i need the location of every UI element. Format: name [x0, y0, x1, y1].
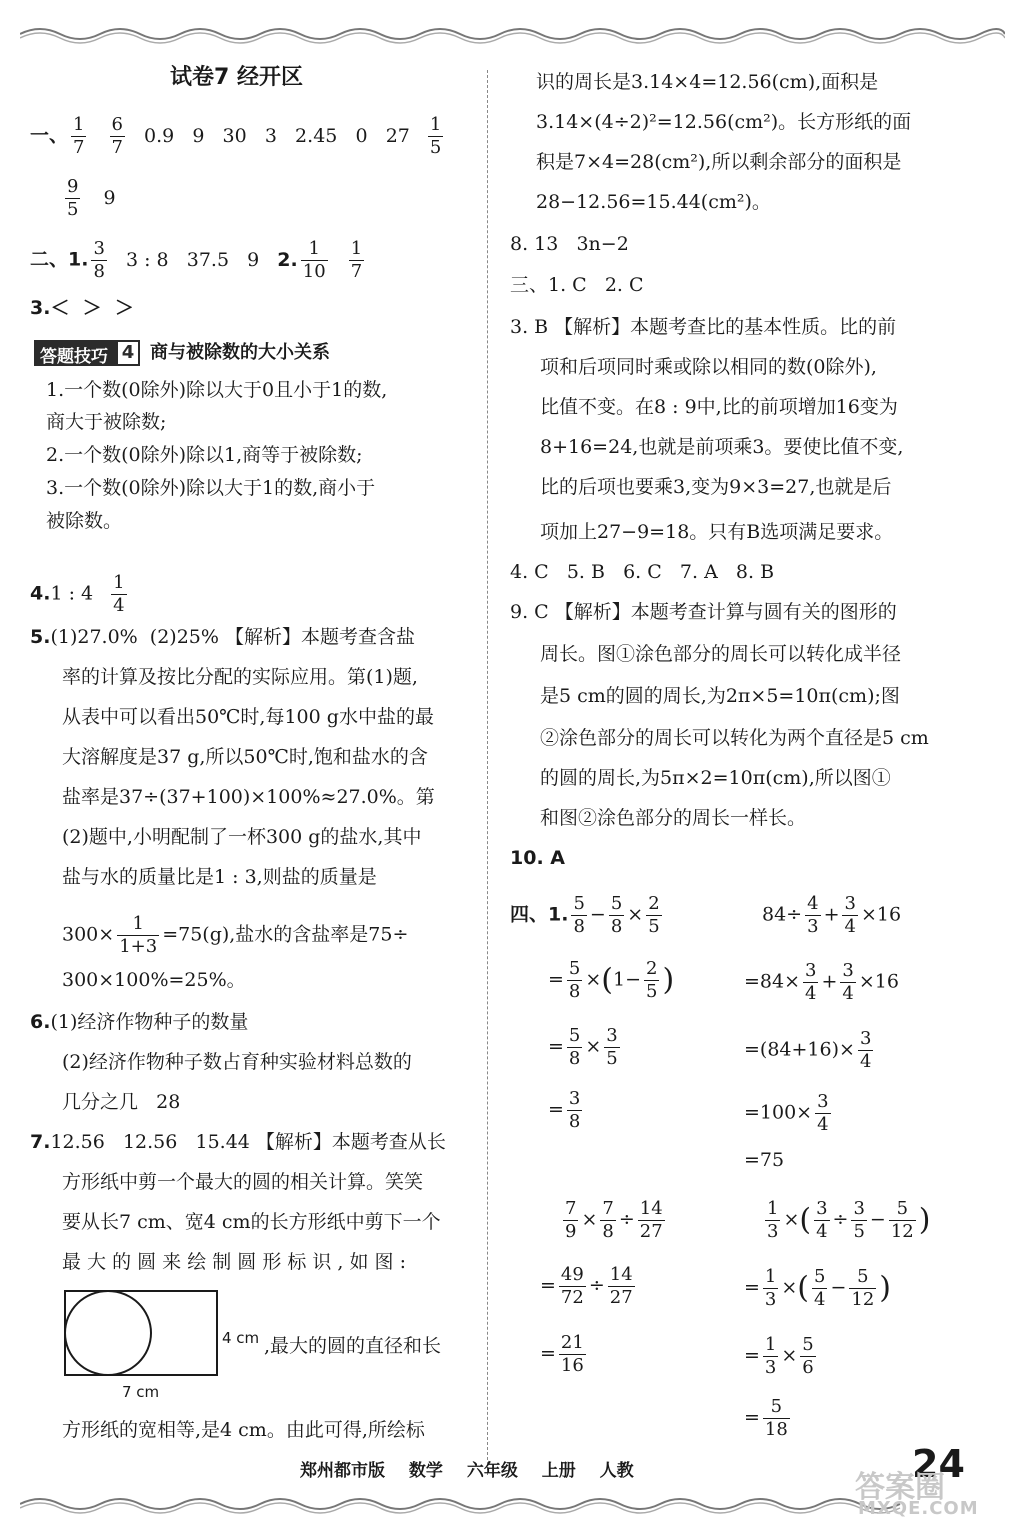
q9-line-5: 的圆的周长,为5π×2=10π(cm),所以图① — [540, 767, 891, 789]
q3b-line-6: 项加上27−9=18。只有B选项满足要求。 — [540, 521, 894, 543]
calc4-row-3: = $\frac{1}{3}$ × $\frac{5}{6}$ — [744, 1334, 814, 1378]
tip-badge: 答题技巧 4 — [34, 340, 140, 366]
calc4-row-1: $\frac{1}{3}$ ×( $\frac{3}{4}$ ÷ $\frac{3}{5}$ − $\frac{5}{12}$ ) — [767, 1198, 931, 1242]
tip-title: 商与被除数的大小关系 — [150, 342, 330, 363]
q5-line-8: 300× $\frac{1}{1+3}$ =75(g),盐水的含盐率是75÷ — [62, 913, 409, 957]
q5-line-3: 从表中可以看出50℃时,每100 g水中盐的最 — [62, 706, 434, 728]
calc4-row-2: = $\frac{1}{3}$ ×( $\frac{5}{4}$ − $\frac{5}{12}$ ) — [744, 1266, 892, 1310]
q3b-line-4: 8+16=24,也就是前项乘3。要使比值不变, — [540, 436, 904, 458]
r-line-3: 积是7×4=28(cm²),所以剩余部分的面积是 — [536, 151, 902, 173]
calc1-row-2: = $\frac{5}{8}$ ×(1− $\frac{2}{5}$ ) — [548, 958, 675, 1002]
calc3-row-1: $\frac{7}{9}$ × $\frac{7}{8}$ ÷ $\frac{14}{27}$ — [565, 1198, 663, 1242]
figure-height-label: 4 cm — [222, 1329, 260, 1347]
page-number: 24 — [912, 1442, 965, 1486]
q9-line-3: 是5 cm的圆的周长,为2π×5=10π(cm);图 — [540, 685, 900, 707]
q3b-line-5: 比的后项也要乘3,变为9×3=27,也就是后 — [540, 476, 892, 498]
watermark-url: MXQE.COM — [858, 1498, 979, 1519]
watermark: 答案圈 — [855, 1470, 945, 1505]
calc1-row-3: = $\frac{5}{8}$ × $\frac{3}{5}$ — [548, 1025, 618, 1069]
r-line-1: 识的周长是3.14×4=12.56(cm),面积是 — [536, 71, 879, 93]
calc2-row-1: 84÷ $\frac{4}{3}$ + $\frac{3}{4}$ ×16 — [762, 893, 902, 937]
q5-line-9: 300×100%=25%。 — [62, 969, 246, 991]
q5-line-4: 大溶解度是37 g,所以50℃时,饱和盐水的含 — [62, 746, 428, 768]
q9-line-1: 9. C 【解析】本题考查计算与圆有关的图形的 — [510, 601, 897, 623]
tip-line-2: 商大于被除数; — [46, 411, 167, 433]
q6-line-2: (2)经济作物种子数占育种实验材料总数的 — [62, 1051, 412, 1073]
q7-line-3: 要从长7 cm、宽4 cm的长方形纸中剪下一个 — [62, 1211, 441, 1233]
top-decorative-border — [20, 22, 1005, 46]
q4-answer: 4.1 : 4 $\frac{1}{4}$ — [30, 572, 125, 616]
q3b-line-1: 3. B 【解析】本题考查比的基本性质。比的前 — [510, 316, 897, 338]
q4-8-answers: 4. C 5. B 6. C 7. A 8. B — [510, 561, 775, 583]
section-3-answers: 三、1. C 2. C — [510, 274, 644, 296]
q3-answer: 3.＜ ＞ ＞ — [30, 297, 134, 319]
calc1-row-4: = $\frac{3}{8}$ — [548, 1088, 581, 1132]
calc2-row-3: =(84+16)× $\frac{3}{4}$ — [744, 1028, 872, 1072]
calc2-row-5: =75 — [744, 1149, 785, 1171]
q6-line-1: 6.(1)经济作物种子的数量 — [30, 1011, 249, 1033]
section-1-answers-cont: $\frac{9}{5}$ 9 — [67, 176, 116, 220]
q10-answer: 10. A — [510, 847, 565, 869]
r-line-2: 3.14×(4÷2)²=12.56(cm²)。长方形纸的面 — [536, 111, 912, 133]
page-title: 试卷7 经开区 — [170, 65, 303, 90]
q5-line-6: (2)题中,小明配制了一杯300 g的盐水,其中 — [62, 826, 422, 848]
tip-line-1: 1.一个数(0除外)除以大于0且小于1的数, — [46, 379, 388, 401]
r-line-4: 28−12.56=15.44(cm²)。 — [536, 191, 771, 213]
calc2-row-2: =84× $\frac{3}{4}$ + $\frac{3}{4}$ ×16 — [744, 960, 899, 1004]
q9-line-4: ②涂色部分的周长可以转化为两个直径是5 cm — [540, 727, 929, 749]
section-1-answers: 一、 $\frac{1}{7}$ $\frac{6}{7}$ 0.9 9 30 3 2.45 0 27 $\frac{1}{5}$ — [30, 114, 442, 158]
calc4-row-4: = $\frac{5}{18}$ — [744, 1396, 788, 1440]
calc1-row-1: 四、1. $\frac{5}{8}$ − $\frac{5}{8}$ × $\frac{2}{5}$ — [510, 893, 660, 937]
q3b-line-3: 比值不变。在8 : 9中,比的前项增加16变为 — [540, 396, 898, 418]
q5-line-7: 盐与水的质量比是1 : 3,则盐的质量是 — [62, 866, 377, 888]
q9-line-6: 和图②涂色部分的周长一样长。 — [540, 807, 807, 829]
q5-line-5: 盐率是37÷(37+100)×100%≈27.0%。第 — [62, 786, 435, 808]
q7-line-5: ,最大的圆的直径和长 — [264, 1335, 442, 1357]
q6-line-3: 几分之几 28 — [62, 1091, 181, 1113]
section-2-answers: 二、1. $\frac{3}{8}$ 3 : 8 37.5 9 2. $\frac{1}{10}$ $\frac{1}{7}$ — [30, 238, 363, 282]
calc2-row-4: =100× $\frac{3}{4}$ — [744, 1091, 829, 1135]
circle-figure — [64, 1290, 152, 1376]
footer-text: 郑州都市版 数学 六年级 上册 人教 — [300, 1461, 634, 1481]
q7-line-6: 方形纸的宽相等,是4 cm。由此可得,所绘标 — [62, 1419, 425, 1441]
tip-line-5: 被除数。 — [46, 510, 123, 532]
tip-line-4: 3.一个数(0除外)除以大于1的数,商小于 — [46, 477, 376, 499]
q5-line-2: 率的计算及按比分配的实际应用。第(1)题, — [62, 666, 418, 688]
q8-answer: 8. 13 3n−2 — [510, 233, 629, 255]
q9-line-2: 周长。图①涂色部分的周长可以转化成半径 — [540, 643, 902, 665]
tip-line-3: 2.一个数(0除外)除以1,商等于被除数; — [46, 444, 363, 466]
q5-line-1: 5.(1)27.0% (2)25% 【解析】本题考查含盐 — [30, 626, 415, 648]
calc3-row-2: = $\frac{49}{72}$ ÷ $\frac{14}{27}$ — [540, 1264, 633, 1308]
q7-line-4: 最 大 的 圆 来 绘 制 圆 形 标 识 , 如 图 : — [62, 1251, 406, 1273]
column-divider — [487, 70, 488, 1475]
q3b-line-2: 项和后项同时乘或除以相同的数(0除外), — [540, 356, 877, 378]
calc3-row-3: = $\frac{21}{16}$ — [540, 1332, 584, 1376]
figure-width-label: 7 cm — [122, 1383, 160, 1401]
q7-line-1: 7.12.56 12.56 15.44 【解析】本题考查从长 — [30, 1131, 446, 1153]
q7-line-2: 方形纸中剪一个最大的圆的相关计算。笑笑 — [62, 1171, 424, 1193]
